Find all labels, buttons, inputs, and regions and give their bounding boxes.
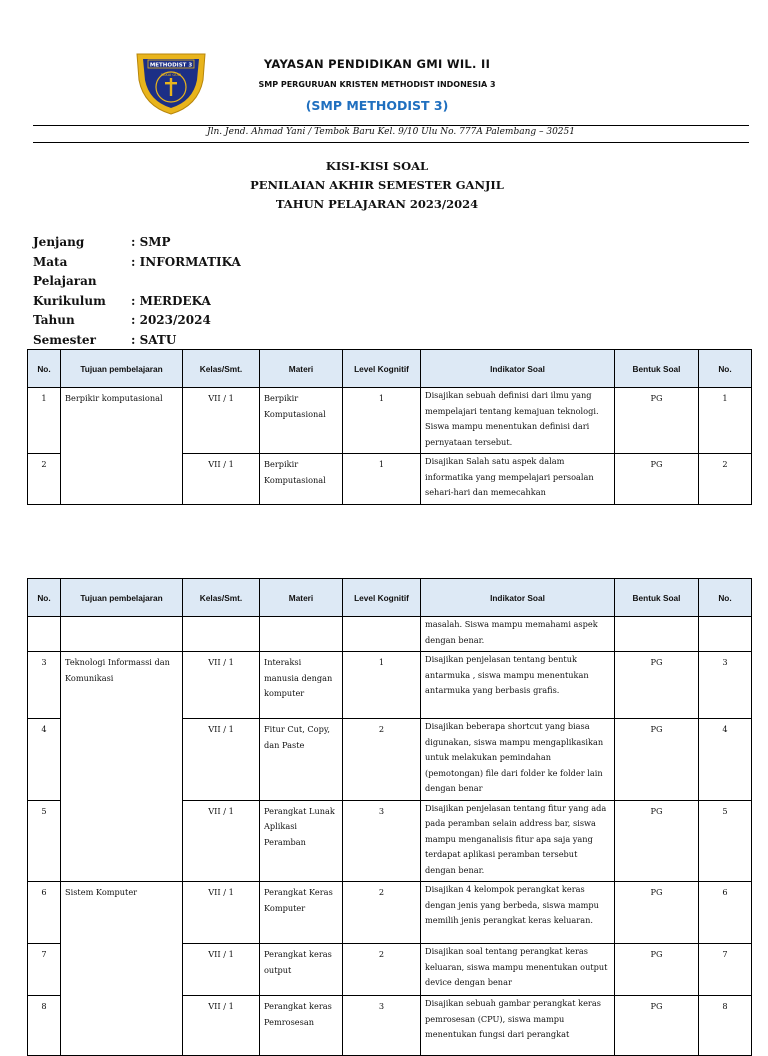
cell-no: 3 (28, 652, 61, 719)
cell-bentuk: PG (615, 652, 699, 719)
info-label: Mata Pelajaran (33, 254, 97, 288)
cell-materi: Berpikir Komputasional (260, 454, 343, 505)
document-title (0, 157, 754, 214)
kisi-table-2 (27, 578, 752, 1056)
cell-materi: Perangkat Lunak Aplikasi Peramban (260, 800, 343, 882)
cell-indikator: masalah. Siswa mampu memahami aspek dengan benar. (421, 617, 615, 652)
col-header-materi: Materi (260, 350, 343, 388)
cell-indikator: Disajikan sebuah definisi dari ilmu yang mempelajari tentang kemajuan teknologi. Siswa mampu menentukan definisi dari pernyataan tersebut. (421, 388, 615, 454)
table-row (28, 652, 752, 719)
info-value: : SATU (131, 332, 177, 347)
cell-kelas: VII / 1 (183, 454, 260, 505)
cell-tujuan: Teknologi Informassi dan Komunikasi (61, 652, 183, 882)
logo-text: METHODIST 3 (149, 62, 193, 69)
info-label: Tahun (33, 313, 75, 327)
title-line-3: TAHUN PELAJARAN 2023/2024 (275, 197, 479, 211)
cell-nomor: 5 (699, 800, 752, 882)
cell-nomor: 3 (699, 652, 752, 719)
col-header-no: No. (28, 579, 61, 617)
cell-level (343, 617, 421, 652)
cell-materi: Interaksi manusia dengan komputer (260, 652, 343, 719)
cell-level: 1 (343, 454, 421, 505)
cell-bentuk (615, 617, 699, 652)
cell-nomor: 7 (699, 944, 752, 996)
col-header-no: No. (28, 350, 61, 388)
cell-nomor: 8 (699, 996, 752, 1056)
cell-materi: Fitur Cut, Copy, dan Paste (260, 719, 343, 801)
cell-kelas: VII / 1 (183, 882, 260, 944)
cell-level: 2 (343, 719, 421, 801)
cell-indikator: Disajikan sebuah gambar perangkat keras pemrosesan (CPU), siswa mampu menentukan fungsi dari perangkat (421, 996, 615, 1056)
col-header-level: Level Kognitif (343, 350, 421, 388)
cell-indikator: Disajikan beberapa shortcut yang biasa digunakan, siswa mampu mengaplikasikan untuk melakukan pemindahan (pemotongan) file dari folder ke folder lain dengan benar (421, 719, 615, 801)
school-address: Jln. Jend. Ahmad Yani / Tembok Baru Kel. 9/10 Ulu No. 777A Palembang – 30251 (207, 127, 575, 137)
logo-motto: SAKAI GUBI (160, 73, 182, 77)
kisi-table-1 (27, 349, 752, 505)
school-short-name: (SMP METHODIST 3) (305, 98, 449, 113)
cell-nomor: 1 (699, 388, 752, 454)
cell-no: 6 (28, 882, 61, 944)
cell-no: 4 (28, 719, 61, 801)
info-value: : MERDEKA (131, 293, 211, 308)
info-row-semester (33, 331, 241, 351)
info-label: Semester (33, 332, 96, 347)
info-label: Jenjang (33, 235, 85, 249)
cell-bentuk: PG (615, 454, 699, 505)
info-row-mapel (33, 253, 241, 292)
cell-indikator: Disajikan Salah satu aspek dalam informatika yang mempelajari persoalan sehari-hari dan memecahkan (421, 454, 615, 505)
title-line-1: KISI-KISI SOAL (325, 159, 429, 173)
cell-kelas: VII / 1 (183, 800, 260, 882)
table-header-row (28, 579, 752, 617)
cell-tujuan (61, 617, 183, 652)
header-rule-top (33, 125, 749, 126)
table-header-row (28, 350, 752, 388)
cell-nomor: 2 (699, 454, 752, 505)
cell-no: 5 (28, 800, 61, 882)
info-label: Kurikulum (33, 293, 106, 308)
cell-no: 7 (28, 944, 61, 996)
table-row (28, 882, 752, 944)
title-line-2: PENILAIAN AKHIR SEMESTER GANJIL (250, 178, 504, 192)
cell-level: 3 (343, 800, 421, 882)
cell-no: 1 (28, 388, 61, 454)
foundation-name: YAYASAN PENDIDIKAN GMI WIL. II (263, 57, 491, 71)
info-value: : INFORMATIKA (131, 254, 241, 269)
cell-kelas: VII / 1 (183, 719, 260, 801)
col-header-indikator: Indikator Soal (421, 350, 615, 388)
info-row-jenjang (33, 233, 241, 253)
col-header-tujuan: Tujuan pembelajaran (61, 350, 183, 388)
cell-tujuan: Sistem Komputer (61, 882, 183, 1056)
col-header-bentuk: Bentuk Soal (615, 350, 699, 388)
cell-bentuk: PG (615, 882, 699, 944)
info-value: : 2023/2024 (131, 313, 211, 327)
cell-indikator: Disajikan 4 kelompok perangkat keras dengan jenis yang berbeda, siswa mampu memilih jenis perangkat keras keluaran. (421, 882, 615, 944)
cell-level: 2 (343, 882, 421, 944)
cell-tujuan: Berpikir komputasional (61, 388, 183, 505)
col-header-tujuan: Tujuan pembelajaran (61, 579, 183, 617)
cell-bentuk: PG (615, 944, 699, 996)
col-header-materi: Materi (260, 579, 343, 617)
header-rule-bottom (33, 142, 749, 143)
cell-kelas: VII / 1 (183, 996, 260, 1056)
school-full-name: SMP PERGURUAN KRISTEN METHODIST INDONESIA 3 (258, 80, 496, 89)
info-row-tahun (33, 311, 241, 331)
cell-kelas: VII / 1 (183, 388, 260, 454)
cell-indikator: Disajikan soal tentang perangkat keras keluaran, siswa mampu menentukan output device dengan benar (421, 944, 615, 996)
cell-nomor (699, 617, 752, 652)
table-row (28, 617, 752, 652)
col-header-bentuk: Bentuk Soal (615, 579, 699, 617)
cell-bentuk: PG (615, 388, 699, 454)
cell-bentuk: PG (615, 719, 699, 801)
cell-materi (260, 617, 343, 652)
col-header-kelas: Kelas/Smt. (183, 350, 260, 388)
cell-bentuk: PG (615, 996, 699, 1056)
cell-kelas (183, 617, 260, 652)
cell-nomor: 4 (699, 719, 752, 801)
cell-no (28, 617, 61, 652)
cell-nomor: 6 (699, 882, 752, 944)
cell-materi: Perangkat Keras Komputer (260, 882, 343, 944)
col-header-nomor: No. (699, 579, 752, 617)
cell-indikator: Disajikan penjelasan tentang bentuk antarmuka , siswa mampu menentukan antarmuka yang berbasis grafis. (421, 652, 615, 719)
cell-kelas: VII / 1 (183, 944, 260, 996)
cell-no: 2 (28, 454, 61, 505)
info-value: : SMP (131, 235, 171, 249)
cell-level: 3 (343, 996, 421, 1056)
table-row (28, 388, 752, 454)
col-header-level: Level Kognitif (343, 579, 421, 617)
col-header-nomor: No. (699, 350, 752, 388)
cell-level: 2 (343, 944, 421, 996)
cell-level: 1 (343, 652, 421, 719)
info-block (33, 233, 241, 350)
cell-bentuk: PG (615, 800, 699, 882)
cell-materi: Perangkat keras Pemrosesan (260, 996, 343, 1056)
cell-level: 1 (343, 388, 421, 454)
cell-kelas: VII / 1 (183, 652, 260, 719)
cell-materi: Perangkat keras output (260, 944, 343, 996)
col-header-kelas: Kelas/Smt. (183, 579, 260, 617)
cell-materi: Berpikir Komputasional (260, 388, 343, 454)
cell-no: 8 (28, 996, 61, 1056)
cell-indikator: Disajikan penjelasan tentang fitur yang ada pada peramban selain address bar, siswa mampu menganalisis fitur apa saja yang terdapat aplikasi peramban tersebut dengan benar. (421, 800, 615, 882)
info-row-kurikulum (33, 292, 241, 312)
col-header-indikator: Indikator Soal (421, 579, 615, 617)
